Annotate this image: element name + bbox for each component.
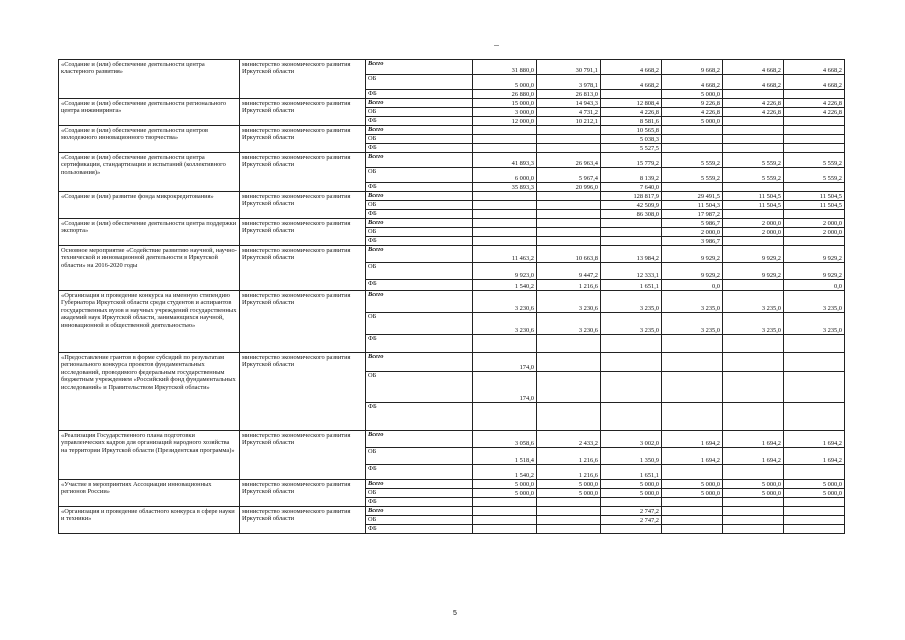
funding-source: Всего xyxy=(366,99,473,108)
amount-cell: 4 668,2 xyxy=(601,75,662,90)
amount-cell xyxy=(662,403,723,431)
funding-source: ОБ xyxy=(366,372,473,403)
amount-cell xyxy=(662,465,723,480)
funding-source: ОБ xyxy=(366,489,473,498)
amount-cell: 5 000,0 xyxy=(473,489,537,498)
amount-cell xyxy=(473,516,537,525)
amount-cell xyxy=(473,210,537,219)
funding-source: ФБ xyxy=(366,237,473,246)
table-row xyxy=(59,291,845,313)
amount-cell: 8 581,6 xyxy=(601,117,662,126)
amount-cell: 13 984,2 xyxy=(601,246,662,263)
amount-cell xyxy=(473,135,537,144)
table-row xyxy=(59,480,845,489)
funding-source: ФБ xyxy=(366,465,473,480)
amount-cell xyxy=(601,372,662,403)
amount-cell: 5 559,2 xyxy=(723,168,784,183)
amount-cell xyxy=(784,335,845,353)
amount-cell xyxy=(537,219,601,228)
funding-source: Всего xyxy=(366,126,473,135)
measure-name: «Создание и (или) обеспечение деятельности центров молодежного инновационного творчества» xyxy=(59,126,240,153)
funding-source: Всего xyxy=(366,246,473,263)
amount-cell: 2 000,0 xyxy=(723,228,784,237)
amount-cell xyxy=(473,192,537,201)
amount-cell xyxy=(662,135,723,144)
amount-cell xyxy=(601,219,662,228)
executor-name: министерство экономического развития Иркутской области xyxy=(240,431,366,480)
table-row xyxy=(59,99,845,108)
amount-cell xyxy=(723,126,784,135)
amount-cell xyxy=(723,335,784,353)
amount-cell: 5 000,0 xyxy=(784,489,845,498)
amount-cell: 3 000,0 xyxy=(473,108,537,117)
amount-cell xyxy=(723,507,784,516)
amount-cell: 1 540,2 xyxy=(473,280,537,291)
amount-cell: 1 518,4 xyxy=(473,448,537,465)
amount-cell xyxy=(784,126,845,135)
amount-cell xyxy=(723,525,784,534)
amount-cell: 1 694,2 xyxy=(723,431,784,448)
measure-name: «Создание и (или) обеспечение деятельности центра кластерного развития» xyxy=(59,60,240,99)
amount-cell: 5 000,0 xyxy=(537,489,601,498)
amount-cell xyxy=(662,335,723,353)
amount-cell xyxy=(537,525,601,534)
amount-cell: 4 226,8 xyxy=(662,108,723,117)
funding-source: ОБ xyxy=(366,201,473,210)
executor-name: министерство экономического развития Иркутской области xyxy=(240,480,366,507)
amount-cell xyxy=(723,516,784,525)
funding-source: ОБ xyxy=(366,228,473,237)
amount-cell xyxy=(723,135,784,144)
amount-cell xyxy=(662,516,723,525)
amount-cell: 5 000,0 xyxy=(537,480,601,489)
amount-cell: 6 000,0 xyxy=(473,168,537,183)
amount-cell: 3 230,6 xyxy=(473,291,537,313)
amount-cell: 5 000,0 xyxy=(723,489,784,498)
table-row xyxy=(59,246,845,263)
funding-source: Всего xyxy=(366,480,473,489)
executor-name: министерство экономического развития Иркутской области xyxy=(240,60,366,99)
amount-cell xyxy=(662,183,723,192)
amount-cell: 9 929,2 xyxy=(723,246,784,263)
amount-cell: 5 967,4 xyxy=(537,168,601,183)
amount-cell: 3 235,0 xyxy=(662,313,723,335)
amount-cell xyxy=(473,201,537,210)
funding-source: Всего xyxy=(366,353,473,372)
amount-cell xyxy=(473,126,537,135)
funding-source: ФБ xyxy=(366,144,473,153)
amount-cell: 9 929,2 xyxy=(784,246,845,263)
amount-cell: 8 139,2 xyxy=(601,168,662,183)
amount-cell: 11 504,5 xyxy=(784,201,845,210)
amount-cell: 42 509,9 xyxy=(601,201,662,210)
amount-cell: 1 694,2 xyxy=(784,431,845,448)
funding-source: ФБ xyxy=(366,280,473,291)
amount-cell: 0,0 xyxy=(784,280,845,291)
amount-cell: 1 216,6 xyxy=(537,280,601,291)
amount-cell: 2 000,0 xyxy=(723,219,784,228)
amount-cell: 5 986,7 xyxy=(662,219,723,228)
funding-source: ОБ xyxy=(366,313,473,335)
amount-cell: 9 226,8 xyxy=(662,99,723,108)
amount-cell: 9 668,2 xyxy=(662,60,723,75)
amount-cell: 9 929,2 xyxy=(662,246,723,263)
amount-cell: 12 000,0 xyxy=(473,117,537,126)
amount-cell xyxy=(601,525,662,534)
measure-name: «Создание и (или) обеспечение деятельности центра сертификации, стандартизации и испытаний (коллективного пользования)» xyxy=(59,153,240,192)
executor-name: министерство экономического развития Иркутской области xyxy=(240,246,366,291)
amount-cell: 26 813,0 xyxy=(537,90,601,99)
amount-cell xyxy=(537,126,601,135)
funding-source: ОБ xyxy=(366,263,473,280)
amount-cell xyxy=(473,219,537,228)
funding-source: ОБ xyxy=(366,135,473,144)
amount-cell xyxy=(537,353,601,372)
amount-cell: 1 350,9 xyxy=(601,448,662,465)
amount-cell xyxy=(601,403,662,431)
amount-cell: 5 000,0 xyxy=(601,489,662,498)
amount-cell xyxy=(723,117,784,126)
amount-cell xyxy=(784,498,845,507)
amount-cell xyxy=(537,335,601,353)
funding-source: Всего xyxy=(366,153,473,168)
amount-cell: 1 216,6 xyxy=(537,448,601,465)
amount-cell: 5 559,2 xyxy=(723,153,784,168)
amount-cell: 5 038,3 xyxy=(601,135,662,144)
amount-cell: 3 978,1 xyxy=(537,75,601,90)
amount-cell xyxy=(601,353,662,372)
table-row xyxy=(59,507,845,516)
amount-cell xyxy=(784,117,845,126)
amount-cell: 1 694,2 xyxy=(723,448,784,465)
amount-cell: 10 212,1 xyxy=(537,117,601,126)
page-number: 5 xyxy=(453,610,457,617)
amount-cell xyxy=(601,335,662,353)
table-row xyxy=(59,153,845,168)
budget-table xyxy=(58,59,845,534)
executor-name: министерство экономического развития Иркутской области xyxy=(240,219,366,246)
amount-cell xyxy=(473,237,537,246)
amount-cell xyxy=(473,335,537,353)
amount-cell: 9 447,2 xyxy=(537,263,601,280)
amount-cell: 11 504,5 xyxy=(723,192,784,201)
amount-cell xyxy=(723,280,784,291)
amount-cell xyxy=(473,498,537,507)
amount-cell xyxy=(601,237,662,246)
amount-cell xyxy=(784,144,845,153)
funding-source: ФБ xyxy=(366,210,473,219)
amount-cell xyxy=(723,183,784,192)
amount-cell: 4 226,8 xyxy=(723,99,784,108)
executor-name: министерство экономического развития Иркутской области xyxy=(240,99,366,126)
amount-cell: 9 923,0 xyxy=(473,263,537,280)
amount-cell: 11 504,5 xyxy=(784,192,845,201)
amount-cell: 3 058,6 xyxy=(473,431,537,448)
amount-cell: 9 929,2 xyxy=(784,263,845,280)
table-row xyxy=(59,60,845,75)
executor-name: министерство экономического развития Иркутской области xyxy=(240,291,366,353)
amount-cell xyxy=(723,465,784,480)
amount-cell: 5 000,0 xyxy=(662,480,723,489)
amount-cell xyxy=(723,403,784,431)
amount-cell xyxy=(723,372,784,403)
amount-cell: 5 559,2 xyxy=(784,168,845,183)
amount-cell: 3 230,6 xyxy=(537,313,601,335)
amount-cell: 26 963,4 xyxy=(537,153,601,168)
amount-cell xyxy=(662,144,723,153)
amount-cell xyxy=(601,228,662,237)
measure-name: «Создание и (или) обеспечение деятельности регионального центра инжиниринга» xyxy=(59,99,240,126)
amount-cell: 5 000,0 xyxy=(601,480,662,489)
amount-cell xyxy=(723,498,784,507)
amount-cell xyxy=(537,516,601,525)
amount-cell xyxy=(784,465,845,480)
amount-cell xyxy=(537,201,601,210)
amount-cell xyxy=(662,126,723,135)
amount-cell: 174,0 xyxy=(473,353,537,372)
amount-cell: 4 226,8 xyxy=(784,99,845,108)
amount-cell xyxy=(473,507,537,516)
amount-cell: 5 000,0 xyxy=(784,480,845,489)
amount-cell: 3 235,0 xyxy=(662,291,723,313)
amount-cell xyxy=(537,228,601,237)
amount-cell xyxy=(723,210,784,219)
amount-cell: 9 929,2 xyxy=(723,263,784,280)
amount-cell xyxy=(662,353,723,372)
amount-cell xyxy=(537,144,601,153)
amount-cell: 5 000,0 xyxy=(662,489,723,498)
amount-cell xyxy=(723,144,784,153)
table-row xyxy=(59,219,845,228)
amount-cell: 12 808,4 xyxy=(601,99,662,108)
amount-cell: 0,0 xyxy=(662,280,723,291)
amount-cell: 3 235,0 xyxy=(723,313,784,335)
amount-cell: 11 504,3 xyxy=(662,201,723,210)
amount-cell: 1 694,2 xyxy=(784,448,845,465)
measure-name: Основное мероприятие «Содействие развитию научной, научно-технической и инновационной деятельности в Иркутской области» на 2016-2020 годы xyxy=(59,246,240,291)
funding-source: ФБ xyxy=(366,183,473,192)
amount-cell xyxy=(662,372,723,403)
table-row xyxy=(59,192,845,201)
amount-cell: 1 540,2 xyxy=(473,465,537,480)
amount-cell: 174,0 xyxy=(473,372,537,403)
amount-cell xyxy=(784,237,845,246)
amount-cell xyxy=(537,210,601,219)
amount-cell: 3 235,0 xyxy=(601,313,662,335)
funding-source: ОБ xyxy=(366,448,473,465)
amount-cell xyxy=(537,403,601,431)
measure-name: «Создание и (или) обеспечение деятельности центра поддержки экспорта» xyxy=(59,219,240,246)
amount-cell xyxy=(784,516,845,525)
amount-cell: 2 000,0 xyxy=(784,219,845,228)
amount-cell xyxy=(537,498,601,507)
amount-cell: 11 504,5 xyxy=(723,201,784,210)
table-row xyxy=(59,126,845,135)
amount-cell xyxy=(784,183,845,192)
amount-cell xyxy=(723,90,784,99)
amount-cell: 128 817,9 xyxy=(601,192,662,201)
executor-name: министерство экономического развития Иркутской области xyxy=(240,126,366,153)
table-row xyxy=(59,431,845,448)
amount-cell: 4 226,8 xyxy=(601,108,662,117)
amount-cell: 4 668,2 xyxy=(662,75,723,90)
amount-cell: 9 929,2 xyxy=(662,263,723,280)
amount-cell: 4 226,8 xyxy=(723,108,784,117)
funding-source: Всего xyxy=(366,431,473,448)
amount-cell xyxy=(473,144,537,153)
amount-cell: 29 491,5 xyxy=(662,192,723,201)
amount-cell xyxy=(784,210,845,219)
funding-source: ФБ xyxy=(366,90,473,99)
budget-table-body xyxy=(59,60,845,534)
scan-mark xyxy=(494,45,499,46)
amount-cell xyxy=(662,498,723,507)
funding-source: ФБ xyxy=(366,525,473,534)
amount-cell: 15 000,0 xyxy=(473,99,537,108)
amount-cell: 11 463,2 xyxy=(473,246,537,263)
funding-source: Всего xyxy=(366,60,473,75)
amount-cell: 31 880,0 xyxy=(473,60,537,75)
amount-cell: 1 694,2 xyxy=(662,431,723,448)
amount-cell xyxy=(784,525,845,534)
amount-cell: 20 996,0 xyxy=(537,183,601,192)
amount-cell: 5 000,0 xyxy=(473,480,537,489)
table-row xyxy=(59,353,845,372)
amount-cell: 17 987,2 xyxy=(662,210,723,219)
amount-cell: 30 791,1 xyxy=(537,60,601,75)
amount-cell xyxy=(601,90,662,99)
executor-name: министерство экономического развития Иркутской области xyxy=(240,507,366,534)
amount-cell xyxy=(784,353,845,372)
executor-name: министерство экономического развития Иркутской области xyxy=(240,192,366,219)
amount-cell: 4 668,2 xyxy=(723,60,784,75)
amount-cell: 3 235,0 xyxy=(723,291,784,313)
measure-name: «Участие в мероприятиях Ассоциации инновационных регионов России» xyxy=(59,480,240,507)
amount-cell: 3 230,6 xyxy=(473,313,537,335)
amount-cell: 5 000,0 xyxy=(473,75,537,90)
funding-source: Всего xyxy=(366,507,473,516)
amount-cell xyxy=(723,353,784,372)
funding-source: ОБ xyxy=(366,168,473,183)
amount-cell xyxy=(784,507,845,516)
amount-cell: 5 000,0 xyxy=(662,117,723,126)
amount-cell xyxy=(784,135,845,144)
funding-source: ОБ xyxy=(366,516,473,525)
amount-cell xyxy=(784,403,845,431)
amount-cell: 5 559,2 xyxy=(662,153,723,168)
funding-source: ФБ xyxy=(366,335,473,353)
funding-source: Всего xyxy=(366,219,473,228)
amount-cell: 15 779,2 xyxy=(601,153,662,168)
amount-cell: 12 333,1 xyxy=(601,263,662,280)
amount-cell xyxy=(537,372,601,403)
amount-cell: 3 235,0 xyxy=(784,313,845,335)
measure-name: «Организация и проведение конкурса на именную стипендию Губернатора Иркутской области среди студентов и аспирантов государственных вузов и научных учреждений государственных академий наук Иркутской области, занимающихся научной, инновационной и общественной деятельностью» xyxy=(59,291,240,353)
measure-name: «Реализация Государственного плана подготовки управленческих кадров для организаций народного хозяйства на территории Иркутской области (Президентская программа)» xyxy=(59,431,240,480)
amount-cell: 5 000,0 xyxy=(723,480,784,489)
amount-cell xyxy=(473,525,537,534)
amount-cell: 14 943,3 xyxy=(537,99,601,108)
funding-source: Всего xyxy=(366,291,473,313)
amount-cell: 10 663,8 xyxy=(537,246,601,263)
amount-cell: 10 565,8 xyxy=(601,126,662,135)
amount-cell xyxy=(662,525,723,534)
amount-cell: 41 893,3 xyxy=(473,153,537,168)
amount-cell: 5 559,2 xyxy=(662,168,723,183)
amount-cell: 4 668,2 xyxy=(784,60,845,75)
measure-name: «Предоставление грантов в форме субсидий по результатам регионального конкурса проектов фундаментальных исследований, проводимого федеральным государственным бюджетным учреждением «Российский фонд фундаментальных исследований» и Правительством Иркутской области» xyxy=(59,353,240,431)
amount-cell: 26 880,0 xyxy=(473,90,537,99)
amount-cell: 2 000,0 xyxy=(784,228,845,237)
funding-source: ФБ xyxy=(366,498,473,507)
amount-cell: 4 731,2 xyxy=(537,108,601,117)
amount-cell: 1 651,1 xyxy=(601,465,662,480)
funding-source: Всего xyxy=(366,192,473,201)
amount-cell: 3 002,0 xyxy=(601,431,662,448)
amount-cell: 35 893,3 xyxy=(473,183,537,192)
funding-source: ФБ xyxy=(366,117,473,126)
amount-cell: 3 235,0 xyxy=(601,291,662,313)
funding-source: ФБ xyxy=(366,403,473,431)
amount-cell: 1 651,1 xyxy=(601,280,662,291)
amount-cell: 1 694,2 xyxy=(662,448,723,465)
measure-name: «Создание и (или) развитие фонда микрокредитования» xyxy=(59,192,240,219)
amount-cell: 2 747,2 xyxy=(601,507,662,516)
amount-cell xyxy=(784,372,845,403)
amount-cell: 2 000,0 xyxy=(662,228,723,237)
amount-cell: 4 668,2 xyxy=(601,60,662,75)
amount-cell xyxy=(537,192,601,201)
amount-cell: 4 226,8 xyxy=(784,108,845,117)
amount-cell: 2 433,2 xyxy=(537,431,601,448)
funding-source: ОБ xyxy=(366,75,473,90)
amount-cell xyxy=(537,237,601,246)
amount-cell: 4 668,2 xyxy=(784,75,845,90)
amount-cell xyxy=(723,237,784,246)
executor-name: министерство экономического развития Иркутской области xyxy=(240,353,366,431)
funding-source: ОБ xyxy=(366,108,473,117)
amount-cell: 4 668,2 xyxy=(723,75,784,90)
amount-cell xyxy=(537,507,601,516)
amount-cell: 5 527,5 xyxy=(601,144,662,153)
amount-cell: 3 235,0 xyxy=(784,291,845,313)
amount-cell xyxy=(473,228,537,237)
amount-cell: 7 640,0 xyxy=(601,183,662,192)
amount-cell: 3 986,7 xyxy=(662,237,723,246)
amount-cell: 3 230,6 xyxy=(537,291,601,313)
amount-cell: 5 559,2 xyxy=(784,153,845,168)
amount-cell: 5 000,0 xyxy=(662,90,723,99)
amount-cell: 1 216,6 xyxy=(537,465,601,480)
amount-cell: 2 747,2 xyxy=(601,516,662,525)
measure-name: «Организация и проведение областного конкурса в сфере науки и техники» xyxy=(59,507,240,534)
amount-cell xyxy=(601,498,662,507)
amount-cell xyxy=(784,90,845,99)
amount-cell: 86 308,0 xyxy=(601,210,662,219)
amount-cell xyxy=(662,507,723,516)
amount-cell xyxy=(473,403,537,431)
amount-cell xyxy=(537,135,601,144)
executor-name: министерство экономического развития Иркутской области xyxy=(240,153,366,192)
